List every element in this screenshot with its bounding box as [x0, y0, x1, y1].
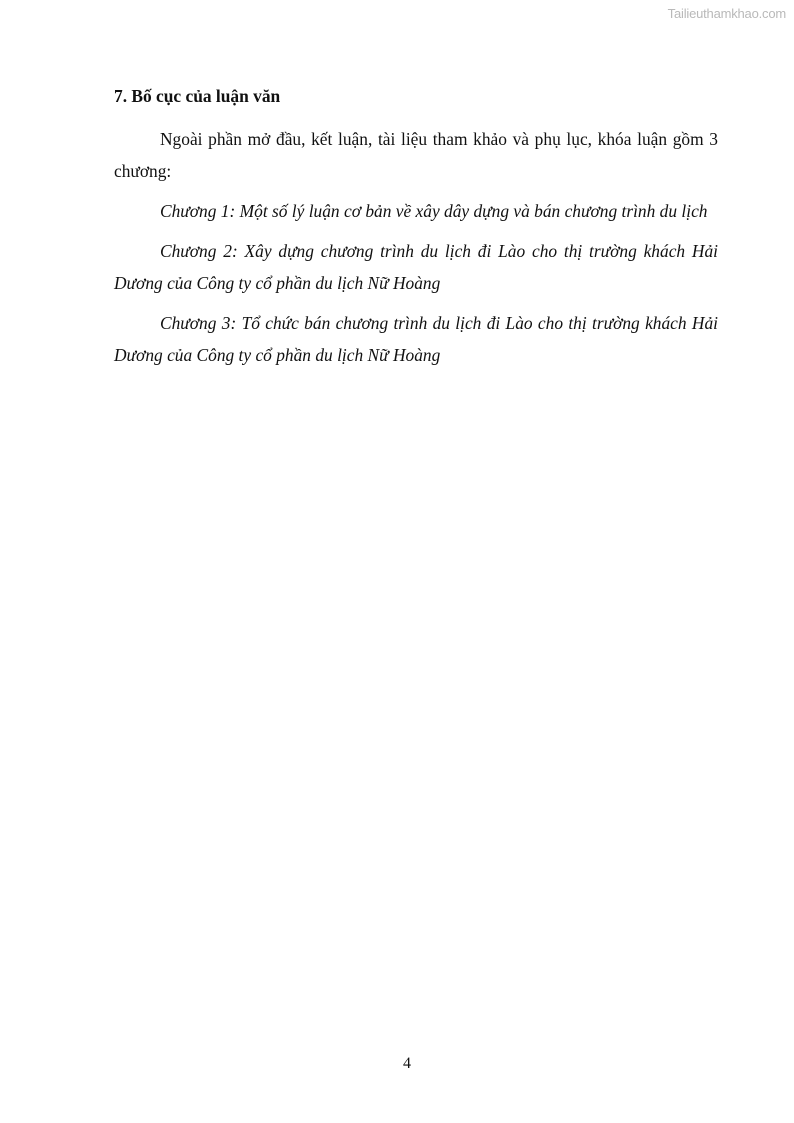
document-body — [114, 84, 718, 379]
page-number: 4 — [403, 1055, 411, 1072]
chapter-2-paragraph: Chương 2: Xây dựng chương trình du lịch đi Lào cho thị trường khách Hải Dương của Công ty cổ phần du lịch Nữ Hoàng — [114, 241, 718, 293]
chapter-1-paragraph: Chương 1: Một số lý luận cơ bản về xây dây dựng và bán chương trình du lịch — [160, 201, 708, 221]
intro-paragraph: Ngoài phần mở đầu, kết luận, tài liệu tham khảo và phụ lục, khóa luận gồm 3 chương: — [114, 129, 718, 181]
watermark-text: Tailieuthamkhao.com — [667, 6, 786, 21]
chapter-3-paragraph: Chương 3: Tổ chức bán chương trình du lịch đi Lào cho thị trường khách Hải Dương của Công ty cổ phần du lịch Nữ Hoàng — [114, 313, 718, 365]
section-heading: 7. Bố cục của luận văn — [114, 86, 281, 106]
